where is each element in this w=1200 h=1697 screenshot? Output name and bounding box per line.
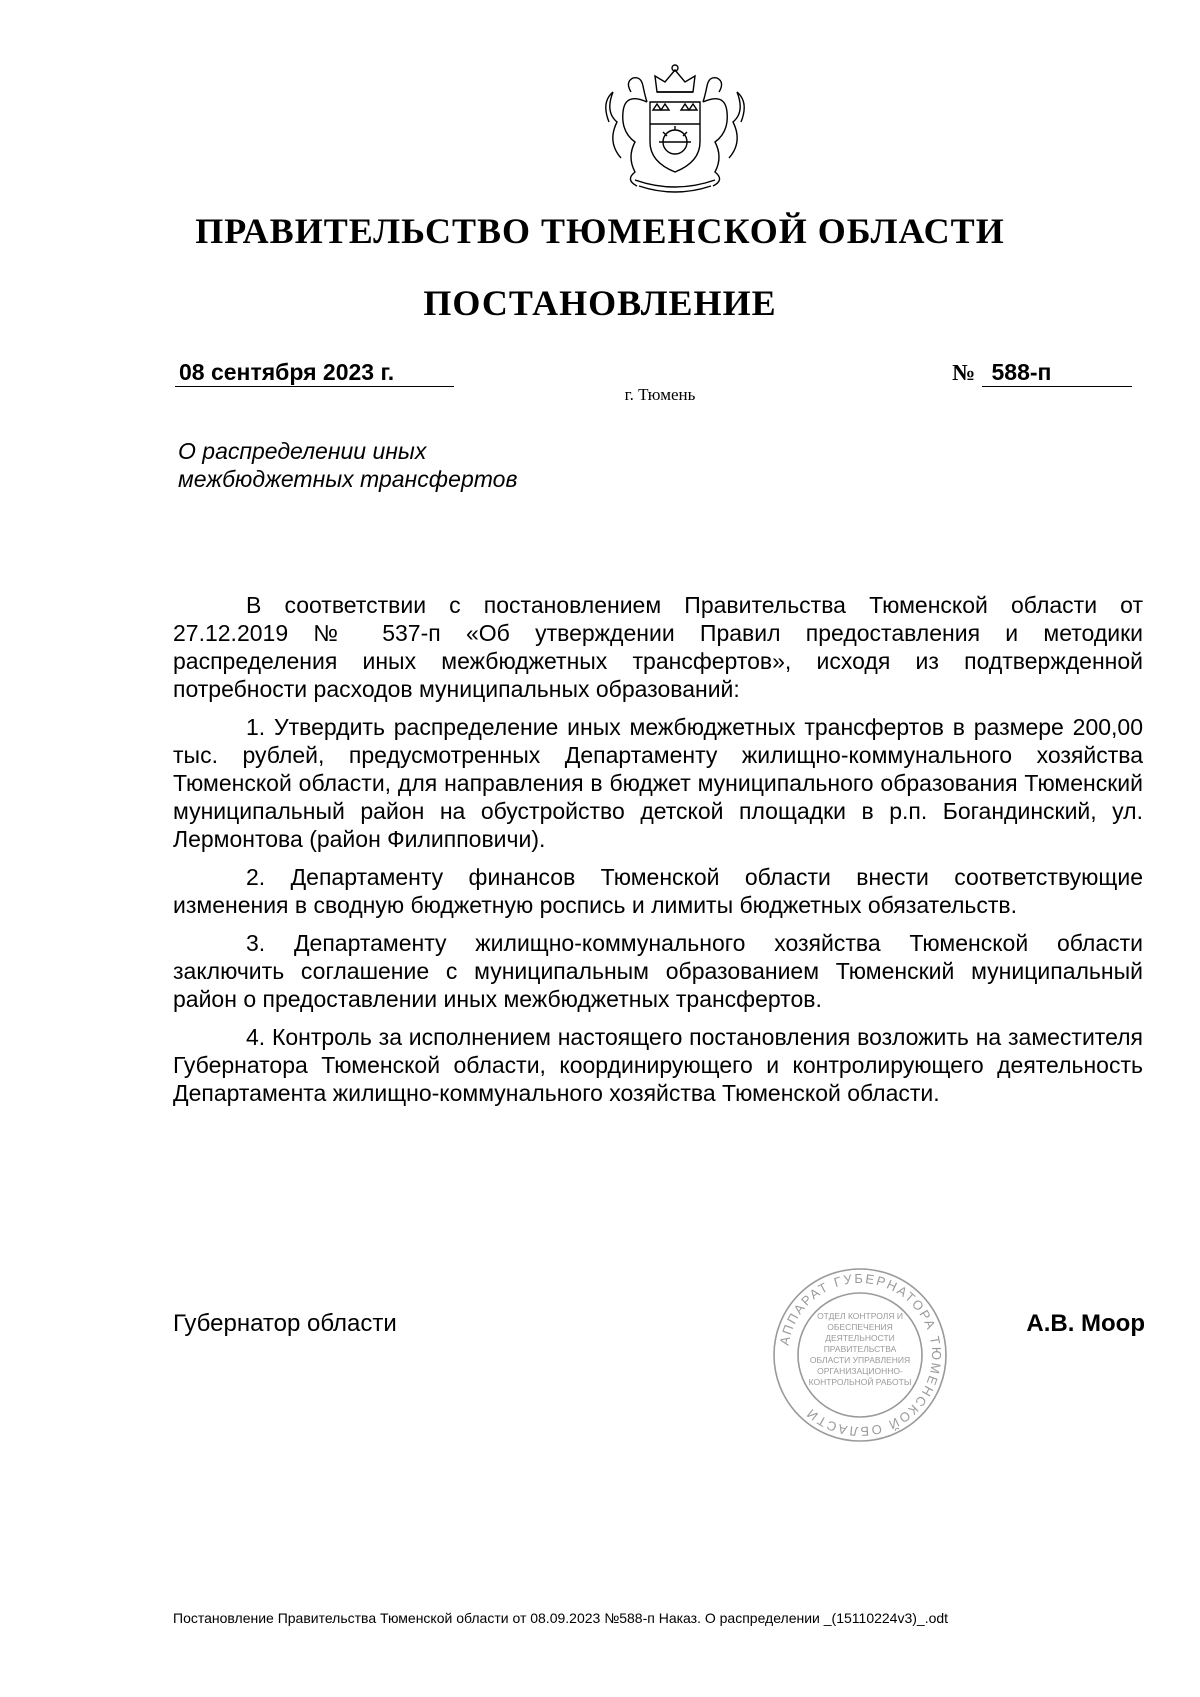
- official-stamp: [770, 1265, 950, 1445]
- preamble-paragraph: В соответствии с постановлением Правительства Тюменской области от 27.12.2019 № 537-п «Об утверждении Правил предоставления и методики распределения иных межбюджетных трансфертов», исходя из подтвержденной потребности расходов муниципальных образований:: [173, 592, 1143, 702]
- item-4-paragraph: 4. Контроль за исполнением настоящего постановления возложить на заместителя Губернатора Тюменской области, координирующего и контролирующего деятельность Департамента жилищно-коммунального хозяйства Тюменской области.: [173, 1024, 1143, 1106]
- document-number: 588-п: [982, 358, 1132, 387]
- coat-of-arms-emblem: [595, 62, 755, 198]
- document-subject: [178, 437, 517, 493]
- document-date: 08 сентября 2023 г.: [175, 358, 454, 387]
- stamp-center-text: ОТДЕЛ КОНТРОЛЯ И ОБЕСПЕЧЕНИЯ ДЕЯТЕЛЬНОСТИ ПРАВИТЕЛЬСТВА ОБЛАСТИ УПРАВЛЕНИЯ ОРГАНИЗАЦИОННО-КОНТРОЛЬНОЙ РАБОТЫ: [808, 1311, 912, 1387]
- item-2-paragraph: 2. Департаменту финансов Тюменской области внести соответствующие изменения в сводную бюджетную роспись и лимиты бюджетных обязательств.: [173, 864, 1143, 918]
- item-1-paragraph: 1. Утвердить распределение иных межбюджетных трансфертов в размере 200,00 тыс. рублей, предусмотренных Департаменту жилищно-коммунального хозяйства Тюменской области, для направления в бюджет муниципального образования Тюменский муниципальный район на обустройство детской площадки в р.п. Богандинский, ул. Лермонтова (район Филипповичи).: [173, 714, 1143, 852]
- footer-file-reference: Постановление Правительства Тюменской области от 08.09.2023 №588-п Наказ. О распределении _(15110224v3)_.odt: [173, 1610, 949, 1626]
- stamp-ring-text: АППАРАТ ГУБЕРНАТОРА ТЮМЕНСКОЙ ОБЛАСТИ: [776, 1270, 945, 1440]
- organization-title: ПРАВИТЕЛЬСТВО ТЮМЕНСКОЙ ОБЛАСТИ: [195, 211, 1005, 251]
- signatory-name: А.В. Моор: [1026, 1310, 1145, 1337]
- signatory-title: Губернатор области: [173, 1310, 397, 1337]
- city-label: г. Тюмень: [624, 385, 696, 404]
- number-sign: №: [952, 360, 976, 385]
- document-body: [173, 591, 1143, 1117]
- subject-line-1: О распределении иных: [178, 438, 427, 464]
- document-number-block: [952, 358, 1132, 387]
- subject-line-2: межбюджетных трансфертов: [178, 466, 518, 492]
- document-type-title: ПОСТАНОВЛЕНИЕ: [423, 283, 777, 323]
- item-3-paragraph: 3. Департаменту жилищно-коммунального хозяйства Тюменской области заключить соглашение с муниципальным образованием Тюменский муниципальный район о предоставлении иных межбюджетных трансфертов.: [173, 930, 1143, 1012]
